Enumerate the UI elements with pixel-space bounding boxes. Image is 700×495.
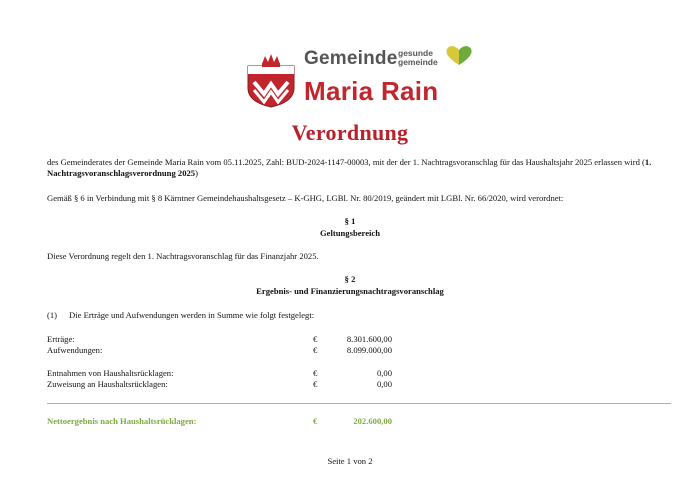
logo-gemeinde-small: gemeinde <box>398 57 438 67</box>
table-row-net-result <box>47 416 392 427</box>
logo-gesunde: gesunde <box>398 48 433 58</box>
section-2-item-1 <box>47 310 662 321</box>
row-currency: € <box>313 345 318 355</box>
row-value: 8.301.600,00 <box>346 334 392 344</box>
row-label: Zuweisung an Haushaltsrücklagen: <box>47 379 168 389</box>
heart-icon <box>445 44 473 66</box>
row-value: 0,00 <box>376 368 392 378</box>
row-value: 0,00 <box>376 379 392 389</box>
row-label: Aufwendungen: <box>47 345 103 355</box>
table-row-zuweisung <box>47 379 392 390</box>
row-value: 202.600,00 <box>353 416 392 426</box>
coat-of-arms-icon <box>246 52 296 108</box>
table-row-ertraege <box>47 334 392 345</box>
section-1-number: § 1 <box>344 216 356 226</box>
logo-gesunde-gemeinde-text <box>398 49 438 67</box>
row-currency: € <box>313 379 318 389</box>
intro-end: ) <box>195 168 198 178</box>
intro-paragraph <box>47 157 662 179</box>
item-number: (1) <box>47 310 58 320</box>
table-row-aufwendungen <box>47 345 392 356</box>
row-label: Erträge: <box>47 334 75 344</box>
document-title: Verordnung <box>291 120 409 145</box>
intro-text: des Gemeinderates der Gemeinde Maria Rain vom 05.11.2025, Zahl: BUD-2024-1147-00003, mit der der 1. Nachtragsvoranschlag für das Haushaltsjahr 2025 erlassen wird ( <box>47 157 645 167</box>
page-number: Seite 1 von 2 <box>327 456 373 466</box>
legal-basis-paragraph: Gemäß § 6 in Verbindung mit § 8 Kärntner Gemeindehaushaltsgesetz – K-GHG, LGBl. Nr. 80/2019, geändert mit LGBl. Nr. 66/2020, wird verordnet: <box>47 193 564 203</box>
municipality-logo <box>246 44 476 106</box>
section-2-heading: Ergebnis- und Finanzierungsnachtragsvoranschlag <box>256 286 444 296</box>
section-1-heading: Geltungsbereich <box>320 228 380 238</box>
row-currency: € <box>313 416 318 426</box>
row-label: Entnahmen von Haushaltsrücklagen: <box>47 368 174 378</box>
regulation-short-title: 1. Nachtragsvoranschlagsverordnung 2025 <box>47 157 652 178</box>
row-currency: € <box>313 334 318 344</box>
item-text: Die Erträge und Aufwendungen werden in Summe wie folgt festgelegt: <box>69 310 315 320</box>
logo-municipality-name: Maria Rain <box>304 76 439 106</box>
divider <box>47 403 671 404</box>
logo-gemeinde-text: Gemeinde <box>304 48 398 69</box>
row-currency: € <box>313 368 318 378</box>
row-value: 8.099.000,00 <box>346 345 392 355</box>
row-label: Nettoergebnis nach Haushaltsrücklagen: <box>47 416 197 426</box>
table-row-entnahmen <box>47 368 392 379</box>
section-2-number: § 2 <box>344 274 356 284</box>
section-1-text: Diese Verordnung regelt den 1. Nachtragsvoranschlag für das Finanzjahr 2025. <box>47 251 319 261</box>
